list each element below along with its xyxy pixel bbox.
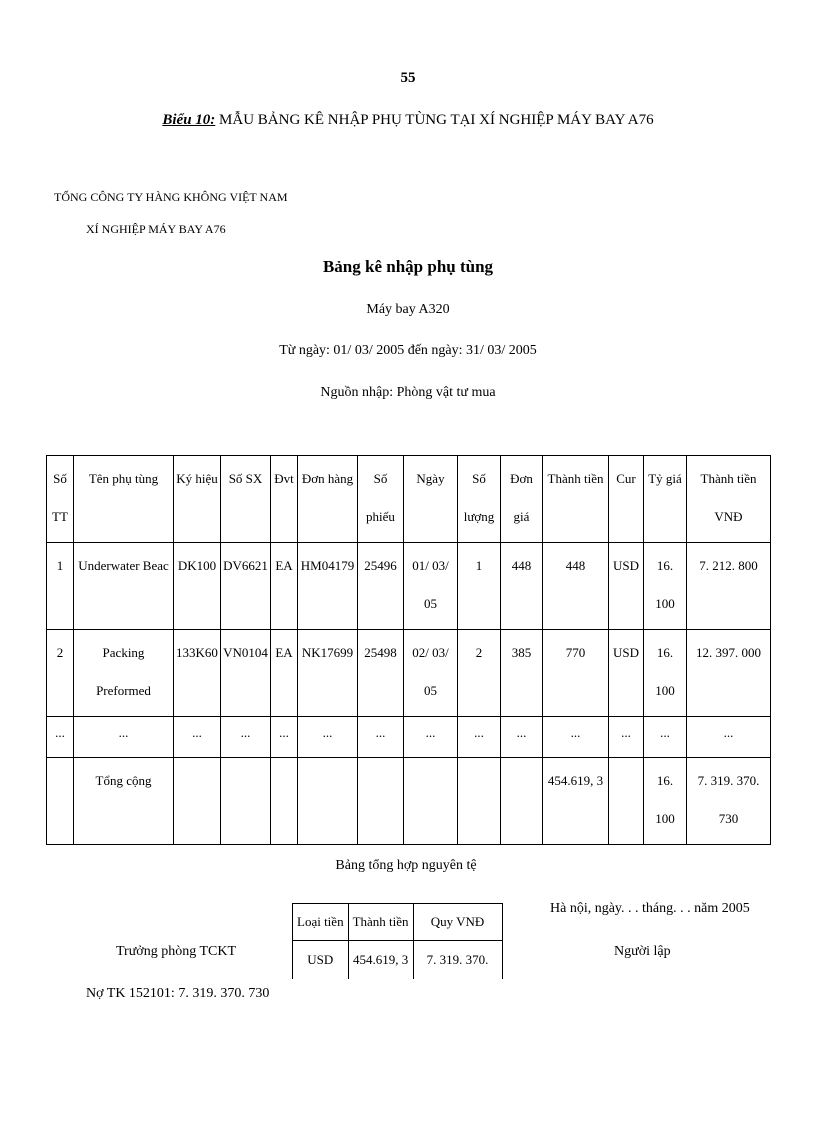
report-title: Bảng kê nhập phụ tùng	[322, 257, 494, 276]
signing-place-date: Hà nội, ngày. . . tháng. . . năm 2005	[550, 901, 750, 916]
cell-empty	[358, 758, 404, 845]
cell-amount-vnd: 7. 212. 800	[687, 543, 771, 630]
header-cell: Đơn hàng	[298, 456, 358, 543]
summary-header-cell: Thành tiền	[348, 904, 413, 941]
header-cell: Tên phụ tùng	[74, 456, 174, 543]
summary-header-row	[293, 904, 503, 941]
cell-ellipsis: ...	[298, 717, 358, 758]
total-row	[47, 758, 771, 845]
creator-signature-label: Người lập	[614, 944, 671, 959]
cell-rate: 16. 100	[644, 543, 687, 630]
header-cell: Cur	[609, 456, 644, 543]
cell-part-name: Underwater Beac	[74, 543, 174, 630]
cell-ellipsis: ...	[174, 717, 221, 758]
page-number: 55	[400, 70, 416, 86]
cell-voucher: 25498	[358, 630, 404, 717]
summary-header-cell: Loại tiền	[293, 904, 349, 941]
summary-title: Bảng tổng hợp nguyên tệ	[335, 858, 477, 873]
cell-date: 02/ 03/ 05	[404, 630, 458, 717]
cell-empty	[609, 758, 644, 845]
cell-unit: EA	[271, 630, 298, 717]
total-label: Tổng cộng	[74, 758, 174, 845]
heading-lead: Biểu 10:	[162, 112, 216, 128]
cell-empty	[174, 758, 221, 845]
currency-summary-table	[292, 903, 503, 979]
summary-header-cell: Quy VNĐ	[413, 904, 502, 941]
table-row	[47, 717, 771, 758]
debit-note: Nợ TK 152101: 7. 319. 370. 730	[86, 986, 270, 1001]
cell-ellipsis: ...	[74, 717, 174, 758]
cell-unit-price: 385	[501, 630, 543, 717]
cell-currency: USD	[609, 543, 644, 630]
cell-empty	[47, 758, 74, 845]
cell-stt: 1	[47, 543, 74, 630]
total-rate: 16. 100	[644, 758, 687, 845]
header-cell: Thành tiền	[543, 456, 609, 543]
cell-quantity: 2	[458, 630, 501, 717]
cell-stt: 2	[47, 630, 74, 717]
cell-ellipsis: ...	[687, 717, 771, 758]
cell-quantity: 1	[458, 543, 501, 630]
summary-row	[293, 941, 503, 980]
cell-ellipsis: ...	[609, 717, 644, 758]
cell-amount: 770	[543, 630, 609, 717]
parts-table	[46, 455, 771, 845]
header-cell: Đơn giá	[501, 456, 543, 543]
cell-part-name: Packing Preformed	[74, 630, 174, 717]
cell-empty	[404, 758, 458, 845]
total-amount: 454.619, 3	[543, 758, 609, 845]
header-cell: Số SX	[221, 456, 271, 543]
table-row	[47, 630, 771, 717]
document-heading	[0, 112, 816, 129]
cell-order: NK17699	[298, 630, 358, 717]
cell-symbol: DK100	[174, 543, 221, 630]
chief-signature-label: Trưởng phòng TCKT	[116, 944, 237, 959]
period-line: Từ ngày: 01/ 03/ 2005 đến ngày: 31/ 03/ 2005	[279, 343, 537, 358]
cell-ellipsis: ...	[644, 717, 687, 758]
header-cell: Đvt	[271, 456, 298, 543]
source-line: Nguồn nhập: Phòng vật tư mua	[320, 385, 496, 400]
cell-order: HM04179	[298, 543, 358, 630]
aircraft-line: Máy bay A320	[366, 302, 450, 317]
cell-ellipsis: ...	[221, 717, 271, 758]
cell-empty	[298, 758, 358, 845]
cell-symbol: 133K60	[174, 630, 221, 717]
cell-date: 01/ 03/ 05	[404, 543, 458, 630]
header-cell: Ký hiệu	[174, 456, 221, 543]
cell-empty	[221, 758, 271, 845]
header-cell: Thành tiền VNĐ	[687, 456, 771, 543]
enterprise-name: XÍ NGHIỆP MÁY BAY A76	[86, 222, 226, 236]
cell-voucher: 25496	[358, 543, 404, 630]
cell-ellipsis: ...	[358, 717, 404, 758]
summary-currency: USD	[293, 941, 349, 980]
header-cell: Ngày	[404, 456, 458, 543]
cell-ellipsis: ...	[404, 717, 458, 758]
cell-amount: 448	[543, 543, 609, 630]
cell-unit-price: 448	[501, 543, 543, 630]
cell-unit: EA	[271, 543, 298, 630]
header-cell: Số lượng	[458, 456, 501, 543]
heading-text: MẪU BẢNG KÊ NHẬP PHỤ TÙNG TẠI XÍ NGHIỆP MÁY BAY A76	[215, 112, 654, 128]
cell-empty	[458, 758, 501, 845]
cell-ellipsis: ...	[501, 717, 543, 758]
header-cell: Tỷ giá	[644, 456, 687, 543]
table-header-row	[47, 456, 771, 543]
cell-serial: DV6621	[221, 543, 271, 630]
cell-empty	[271, 758, 298, 845]
cell-serial: VN0104	[221, 630, 271, 717]
cell-ellipsis: ...	[271, 717, 298, 758]
organization-name: TỔNG CÔNG TY HÀNG KHÔNG VIỆT NAM	[54, 190, 288, 204]
cell-amount-vnd: 12. 397. 000	[687, 630, 771, 717]
table-row	[47, 543, 771, 630]
summary-amount: 454.619, 3	[348, 941, 413, 980]
header-cell: Số phiếu	[358, 456, 404, 543]
summary-amount-vnd: 7. 319. 370.	[413, 941, 502, 980]
cell-rate: 16. 100	[644, 630, 687, 717]
cell-empty	[501, 758, 543, 845]
cell-ellipsis: ...	[543, 717, 609, 758]
header-cell: Số TT	[47, 456, 74, 543]
cell-currency: USD	[609, 630, 644, 717]
total-amount-vnd: 7. 319. 370. 730	[687, 758, 771, 845]
cell-ellipsis: ...	[458, 717, 501, 758]
cell-ellipsis: ...	[47, 717, 74, 758]
